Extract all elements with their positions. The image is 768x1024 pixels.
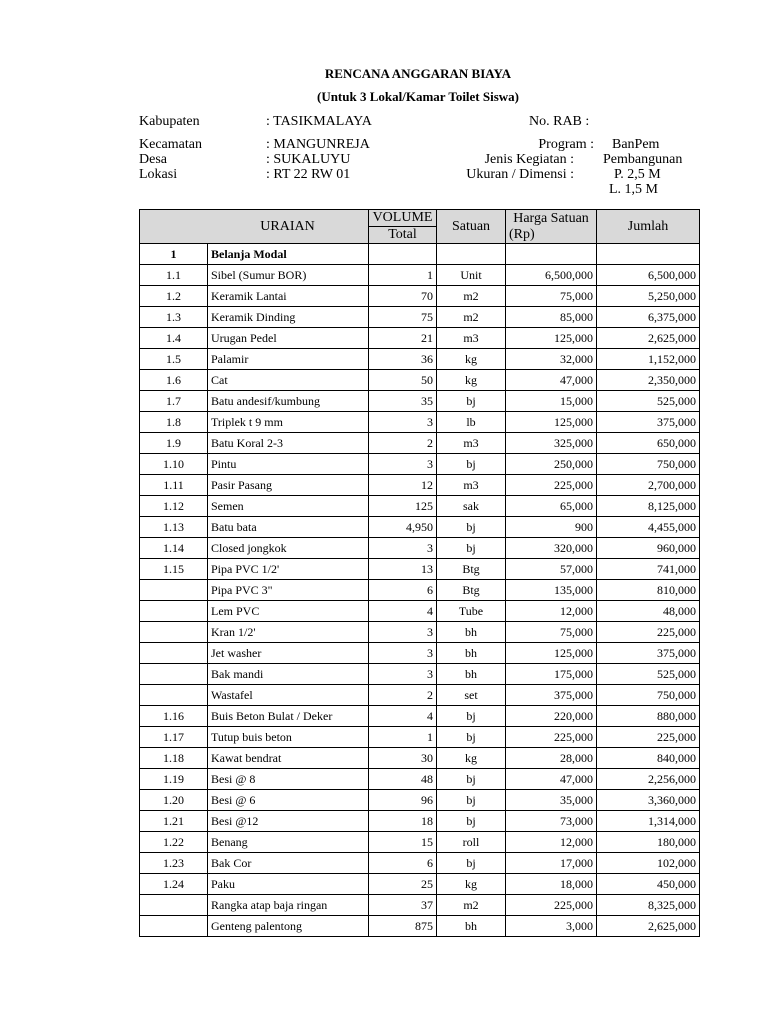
table-row [140, 832, 700, 853]
row-item: Keramik Lantai [208, 286, 369, 307]
row-volume: 3 [369, 538, 437, 559]
row-satuan: m3 [437, 433, 506, 454]
row-item: Besi @ 8 [208, 769, 369, 790]
row-volume: 37 [369, 895, 437, 916]
table-row [140, 433, 700, 454]
row-number: 1.2 [140, 286, 208, 307]
row-item: Keramik Dinding [208, 307, 369, 328]
row-number: 1.22 [140, 832, 208, 853]
row-item: Lem PVC [208, 601, 369, 622]
table-row [140, 727, 700, 748]
row-harga-satuan: 125,000 [506, 328, 597, 349]
row-item: Wastafel [208, 685, 369, 706]
row-harga-satuan: 75,000 [506, 286, 597, 307]
row-number: 1.6 [140, 370, 208, 391]
row-number: 1.14 [140, 538, 208, 559]
row-volume: 48 [369, 769, 437, 790]
row-item: Pipa PVC 3" [208, 580, 369, 601]
row-item: Rangka atap baja ringan [208, 895, 369, 916]
row-harga-satuan: 135,000 [506, 580, 597, 601]
row-jumlah: 225,000 [597, 727, 700, 748]
document-title: RENCANA ANGGARAN BIAYA [324, 66, 512, 81]
row-satuan: roll [437, 832, 506, 853]
row-satuan: bj [437, 790, 506, 811]
kabupaten-label: Kabupaten [139, 114, 200, 129]
row-jumlah: 8,125,000 [597, 496, 700, 517]
row-number: 1.3 [140, 307, 208, 328]
row-number: 1.10 [140, 454, 208, 475]
row-satuan: bh [437, 643, 506, 664]
row-harga-satuan: 125,000 [506, 643, 597, 664]
row-jumlah: 8,325,000 [597, 895, 700, 916]
row-volume: 15 [369, 832, 437, 853]
row-jumlah: 2,625,000 [597, 916, 700, 937]
row-item: Batu Koral 2-3 [208, 433, 369, 454]
row-harga-satuan: 125,000 [506, 412, 597, 433]
section-number: 1 [140, 244, 208, 265]
row-number [140, 622, 208, 643]
row-volume: 70 [369, 286, 437, 307]
row-jumlah: 525,000 [597, 664, 700, 685]
row-item: Kran 1/2' [208, 622, 369, 643]
row-jumlah: 2,700,000 [597, 475, 700, 496]
row-volume: 4 [369, 601, 437, 622]
row-number: 1.12 [140, 496, 208, 517]
row-satuan: Btg [437, 559, 506, 580]
row-number [140, 664, 208, 685]
header-harga-satuan [506, 210, 597, 244]
header-harga-line1: Harga Satuan [513, 211, 589, 226]
budget-table [139, 209, 700, 937]
table-row [140, 685, 700, 706]
row-volume: 75 [369, 307, 437, 328]
desa-value: : SUKALUYU [266, 152, 351, 167]
row-number: 1.11 [140, 475, 208, 496]
row-number: 1.24 [140, 874, 208, 895]
row-number: 1.15 [140, 559, 208, 580]
row-satuan: m3 [437, 328, 506, 349]
header-satuan: Satuan [437, 210, 506, 244]
row-satuan: set [437, 685, 506, 706]
kabupaten-value: : TASIKMALAYA [266, 114, 372, 129]
row-jumlah: 375,000 [597, 643, 700, 664]
table-row [140, 769, 700, 790]
row-number [140, 601, 208, 622]
row-satuan: m2 [437, 307, 506, 328]
header-volume [369, 210, 437, 244]
row-item: Paku [208, 874, 369, 895]
row-item: Pintu [208, 454, 369, 475]
row-jumlah: 4,455,000 [597, 517, 700, 538]
row-item: Batu bata [208, 517, 369, 538]
table-row [140, 853, 700, 874]
table-row [140, 265, 700, 286]
kecamatan-value: : MANGUNREJA [266, 137, 370, 152]
kecamatan-label: Kecamatan [139, 137, 202, 152]
row-satuan: kg [437, 874, 506, 895]
row-volume: 2 [369, 685, 437, 706]
table-row [140, 496, 700, 517]
row-item: Tutup buis beton [208, 727, 369, 748]
row-harga-satuan: 12,000 [506, 601, 597, 622]
row-volume: 18 [369, 811, 437, 832]
row-satuan: Unit [437, 265, 506, 286]
lokasi-value: : RT 22 RW 01 [266, 167, 351, 182]
row-harga-satuan: 17,000 [506, 853, 597, 874]
row-item: Genteng palentong [208, 916, 369, 937]
row-jumlah: 48,000 [597, 601, 700, 622]
row-satuan: bj [437, 727, 506, 748]
ukuran-label: Ukuran / Dimensi : [466, 167, 574, 182]
table-row [140, 916, 700, 937]
row-number: 1.1 [140, 265, 208, 286]
table-row [140, 559, 700, 580]
row-volume: 3 [369, 643, 437, 664]
row-jumlah: 3,360,000 [597, 790, 700, 811]
row-satuan: m3 [437, 475, 506, 496]
row-number [140, 685, 208, 706]
row-number: 1.19 [140, 769, 208, 790]
table-row [140, 286, 700, 307]
row-jumlah: 225,000 [597, 622, 700, 643]
row-number: 1.7 [140, 391, 208, 412]
empty-cell [597, 244, 700, 265]
row-satuan: bj [437, 853, 506, 874]
row-jumlah: 810,000 [597, 580, 700, 601]
row-volume: 3 [369, 622, 437, 643]
row-item: Closed jongkok [208, 538, 369, 559]
row-item: Sibel (Sumur BOR) [208, 265, 369, 286]
row-satuan: Tube [437, 601, 506, 622]
row-number: 1.5 [140, 349, 208, 370]
row-jumlah: 1,152,000 [597, 349, 700, 370]
row-jumlah: 750,000 [597, 454, 700, 475]
row-item: Jet washer [208, 643, 369, 664]
row-harga-satuan: 85,000 [506, 307, 597, 328]
row-volume: 125 [369, 496, 437, 517]
table-row [140, 412, 700, 433]
row-number: 1.4 [140, 328, 208, 349]
row-harga-satuan: 225,000 [506, 727, 597, 748]
row-item: Urugan Pedel [208, 328, 369, 349]
empty-cell [506, 244, 597, 265]
row-item: Semen [208, 496, 369, 517]
table-row [140, 706, 700, 727]
header-total-label: Total [388, 227, 417, 242]
table-row [140, 328, 700, 349]
row-harga-satuan: 47,000 [506, 370, 597, 391]
row-harga-satuan: 220,000 [506, 706, 597, 727]
no-rab-label: No. RAB : [529, 114, 590, 129]
ukuran-l-value: L. 1,5 M [609, 182, 658, 197]
row-number: 1.20 [140, 790, 208, 811]
empty-cell [369, 244, 437, 265]
ukuran-p-value: P. 2,5 M [614, 167, 661, 182]
row-harga-satuan: 65,000 [506, 496, 597, 517]
row-jumlah: 2,625,000 [597, 328, 700, 349]
row-item: Besi @ 6 [208, 790, 369, 811]
row-harga-satuan: 35,000 [506, 790, 597, 811]
row-harga-satuan: 225,000 [506, 475, 597, 496]
row-item: Pasir Pasang [208, 475, 369, 496]
row-jumlah: 450,000 [597, 874, 700, 895]
row-item: Palamir [208, 349, 369, 370]
table-row [140, 307, 700, 328]
row-harga-satuan: 900 [506, 517, 597, 538]
row-jumlah: 375,000 [597, 412, 700, 433]
program-value: BanPem [612, 137, 660, 152]
table-row [140, 454, 700, 475]
row-harga-satuan: 57,000 [506, 559, 597, 580]
row-jumlah: 6,375,000 [597, 307, 700, 328]
row-satuan: kg [437, 748, 506, 769]
row-satuan: bj [437, 538, 506, 559]
row-volume: 4 [369, 706, 437, 727]
row-number [140, 643, 208, 664]
row-satuan: bj [437, 517, 506, 538]
row-item: Cat [208, 370, 369, 391]
row-satuan: sak [437, 496, 506, 517]
row-jumlah: 880,000 [597, 706, 700, 727]
row-harga-satuan: 375,000 [506, 685, 597, 706]
row-satuan: bh [437, 916, 506, 937]
row-harga-satuan: 75,000 [506, 622, 597, 643]
table-row [140, 391, 700, 412]
row-jumlah: 840,000 [597, 748, 700, 769]
row-satuan: bj [437, 769, 506, 790]
row-volume: 50 [369, 370, 437, 391]
row-harga-satuan: 28,000 [506, 748, 597, 769]
table-row [140, 664, 700, 685]
row-volume: 36 [369, 349, 437, 370]
header-jumlah: Jumlah [597, 210, 700, 244]
row-number: 1.16 [140, 706, 208, 727]
row-satuan: kg [437, 349, 506, 370]
row-volume: 35 [369, 391, 437, 412]
row-satuan: m2 [437, 286, 506, 307]
jenis-kegiatan-value: Pembangunan [603, 152, 683, 167]
row-volume: 2 [369, 433, 437, 454]
row-jumlah: 750,000 [597, 685, 700, 706]
table-row [140, 811, 700, 832]
table-row [140, 349, 700, 370]
row-item: Besi @12 [208, 811, 369, 832]
row-harga-satuan: 3,000 [506, 916, 597, 937]
row-volume: 30 [369, 748, 437, 769]
document-subtitle: (Untuk 3 Lokal/Kamar Toilet Siswa) [316, 89, 520, 104]
row-volume: 1 [369, 727, 437, 748]
table-row [140, 580, 700, 601]
row-item: Bak Cor [208, 853, 369, 874]
row-jumlah: 6,500,000 [597, 265, 700, 286]
section-row [140, 244, 700, 265]
table-row [140, 370, 700, 391]
lokasi-label: Lokasi [139, 167, 178, 182]
table-row [140, 517, 700, 538]
row-satuan: bh [437, 622, 506, 643]
row-item: Batu andesif/kumbung [208, 391, 369, 412]
row-jumlah: 960,000 [597, 538, 700, 559]
row-harga-satuan: 47,000 [506, 769, 597, 790]
row-number [140, 580, 208, 601]
row-harga-satuan: 250,000 [506, 454, 597, 475]
table-row [140, 790, 700, 811]
row-volume: 21 [369, 328, 437, 349]
row-volume: 12 [369, 475, 437, 496]
row-harga-satuan: 175,000 [506, 664, 597, 685]
table-row [140, 874, 700, 895]
row-harga-satuan: 15,000 [506, 391, 597, 412]
row-satuan: Btg [437, 580, 506, 601]
row-harga-satuan: 73,000 [506, 811, 597, 832]
row-satuan: kg [437, 370, 506, 391]
program-label: Program : [538, 137, 594, 152]
row-jumlah: 1,314,000 [597, 811, 700, 832]
row-number: 1.21 [140, 811, 208, 832]
row-number: 1.9 [140, 433, 208, 454]
table-row [140, 601, 700, 622]
table-row [140, 895, 700, 916]
row-jumlah: 525,000 [597, 391, 700, 412]
row-jumlah: 102,000 [597, 853, 700, 874]
row-satuan: bj [437, 454, 506, 475]
table-row [140, 643, 700, 664]
row-item: Triplek t 9 mm [208, 412, 369, 433]
header-harga-line2: (Rp) [509, 227, 535, 242]
row-volume: 13 [369, 559, 437, 580]
row-volume: 6 [369, 853, 437, 874]
section-name: Belanja Modal [208, 244, 369, 265]
row-harga-satuan: 18,000 [506, 874, 597, 895]
row-harga-satuan: 32,000 [506, 349, 597, 370]
row-item: Benang [208, 832, 369, 853]
row-satuan: bj [437, 706, 506, 727]
jenis-kegiatan-label: Jenis Kegiatan : [484, 152, 574, 167]
row-volume: 1 [369, 265, 437, 286]
row-volume: 875 [369, 916, 437, 937]
row-volume: 6 [369, 580, 437, 601]
table-row [140, 538, 700, 559]
empty-cell [437, 244, 506, 265]
row-volume: 3 [369, 664, 437, 685]
table-row [140, 622, 700, 643]
row-jumlah: 5,250,000 [597, 286, 700, 307]
row-number [140, 916, 208, 937]
row-number: 1.13 [140, 517, 208, 538]
row-satuan: m2 [437, 895, 506, 916]
row-jumlah: 2,256,000 [597, 769, 700, 790]
row-jumlah: 180,000 [597, 832, 700, 853]
row-satuan: lb [437, 412, 506, 433]
row-jumlah: 2,350,000 [597, 370, 700, 391]
row-jumlah: 650,000 [597, 433, 700, 454]
row-item: Pipa PVC 1/2' [208, 559, 369, 580]
row-volume: 4,950 [369, 517, 437, 538]
desa-label: Desa [139, 152, 167, 167]
row-number: 1.18 [140, 748, 208, 769]
row-harga-satuan: 6,500,000 [506, 265, 597, 286]
row-number: 1.23 [140, 853, 208, 874]
header-uraian: URAIAN [140, 210, 369, 244]
table-header-row [140, 210, 700, 244]
row-volume: 3 [369, 412, 437, 433]
row-satuan: bh [437, 664, 506, 685]
row-number [140, 895, 208, 916]
table-row [140, 748, 700, 769]
header-volume-label: VOLUME [369, 210, 436, 227]
row-item: Buis Beton Bulat / Deker [208, 706, 369, 727]
row-harga-satuan: 12,000 [506, 832, 597, 853]
row-volume: 25 [369, 874, 437, 895]
row-volume: 3 [369, 454, 437, 475]
table-row [140, 475, 700, 496]
row-satuan: bj [437, 391, 506, 412]
row-number: 1.17 [140, 727, 208, 748]
row-volume: 96 [369, 790, 437, 811]
row-item: Bak mandi [208, 664, 369, 685]
row-harga-satuan: 320,000 [506, 538, 597, 559]
row-item: Kawat bendrat [208, 748, 369, 769]
row-harga-satuan: 325,000 [506, 433, 597, 454]
row-jumlah: 741,000 [597, 559, 700, 580]
row-harga-satuan: 225,000 [506, 895, 597, 916]
row-satuan: bj [437, 811, 506, 832]
row-number: 1.8 [140, 412, 208, 433]
